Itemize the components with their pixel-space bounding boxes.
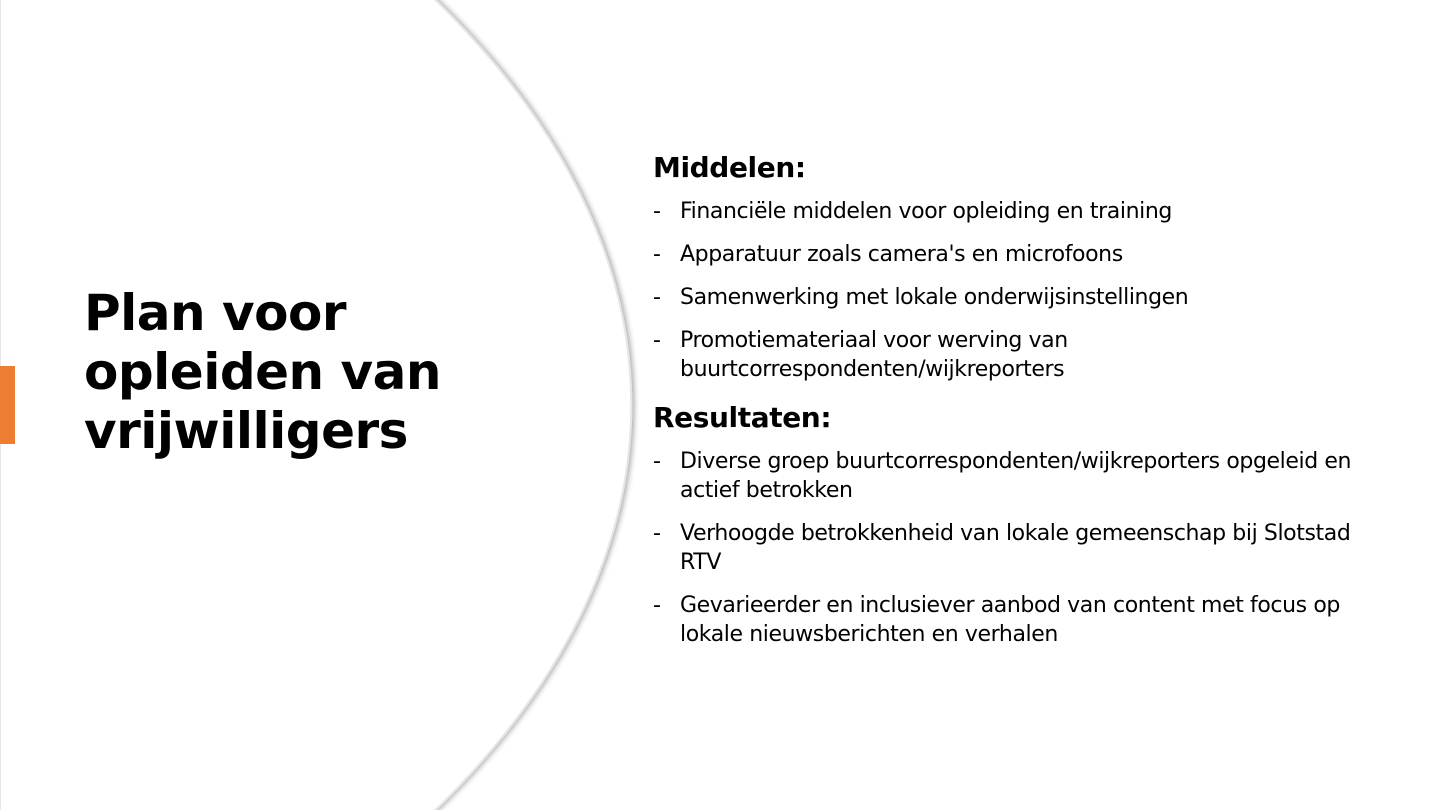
list-item-text: Gevarieerder en inclusiever aanbod van content met focus op lokale nieuwsberichten en verhalen: [680, 593, 1340, 647]
resultaten-heading: Resultaten:: [653, 401, 832, 434]
list-item-text: Diverse groep buurtcorrespondenten/wijkreporters opgeleid en actief betrokken: [680, 449, 1352, 503]
middelen-heading: Middelen:: [653, 151, 806, 184]
list-item: [653, 197, 1353, 226]
bullet-marker: -: [653, 242, 661, 267]
list-item: [653, 447, 1353, 505]
middelen-list: [653, 197, 1353, 384]
list-item: [653, 283, 1353, 312]
slide-title: Plan voor opleiden van vrijwilligers: [84, 284, 441, 460]
list-item-text: Financiële middelen voor opleiding en training: [680, 199, 1172, 224]
list-item: [653, 240, 1353, 269]
resultaten-list: [653, 447, 1353, 649]
bullet-marker: -: [653, 328, 661, 353]
bullet-marker: -: [653, 285, 661, 310]
list-item: [653, 591, 1353, 649]
accent-bar: [0, 366, 15, 444]
bullet-marker: -: [653, 593, 661, 618]
bullet-marker: -: [653, 521, 661, 546]
list-item-text: Promotiemateriaal voor werving van buurtcorrespondenten/wijkreporters: [680, 328, 1068, 382]
list-item-text: Apparatuur zoals camera's en microfoons: [680, 242, 1123, 267]
bullet-marker: -: [653, 199, 661, 224]
list-item-text: Samenwerking met lokale onderwijsinstellingen: [680, 285, 1189, 310]
list-item: [653, 326, 1353, 384]
bullet-marker: -: [653, 449, 661, 474]
list-item: [653, 519, 1353, 577]
content-area: [653, 148, 1353, 663]
list-item-text: Verhoogde betrokkenheid van lokale gemeenschap bij Slotstad RTV: [680, 521, 1351, 575]
